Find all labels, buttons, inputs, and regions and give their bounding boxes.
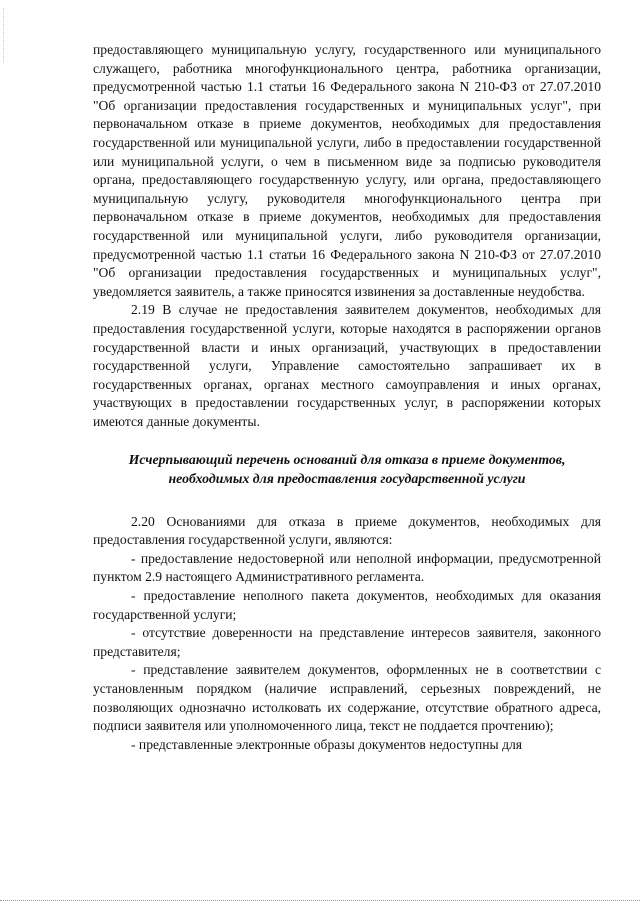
section-heading: Исчерпывающий перечень оснований для отказа в приеме документов, необходимых для предоставления государственной услуги xyxy=(128,452,566,487)
scan-edge-mark xyxy=(3,8,4,63)
list-item: - представление заявителем документов, оформленных не в соответствии с установленным порядком (наличие исправлений, серьезных повреждений, не позволяющих однозначно истолковать их содержание, отсутствие обратного адреса, подписи заявителя или уполномоченного лица, текст не поддается прочтению); xyxy=(93,662,601,734)
document-body xyxy=(93,41,601,754)
list-item: - предоставление неполного пакета документов, необходимых для оказания государственной услуги; xyxy=(93,588,601,622)
scan-bottom-line xyxy=(0,900,640,901)
list-item: - отсутствие доверенности на представление интересов заявителя, законного представителя; xyxy=(93,625,601,659)
paragraph-continuation: предоставляющего муниципальную услугу, государственного или муниципального служащего, работника многофункционального центра, работника организации, предусмотренной частью 1.1 статьи 16 Федерального закона N 210-ФЗ от 27.07.2010 "Об организации предоставления государственных и муниципальных услуг", при первоначальном отказе в приеме документов, необходимых для предоставления государственной или муниципальной услуги, либо в предоставлении государственной или муниципальной услуги, о чем в письменном виде за подписью руководителя органа, предоставляющего государственную услугу, или органа, предоставляющего муниципальную услугу, руководителя многофункционального центра при первоначальном отказе в приеме документов, необходимых для предоставления государственной или муниципальной услуги, либо руководителя организации, предусмотренной частью 1.1 статьи 16 Федерального закона N 210-ФЗ от 27.07.2010 "Об организации предоставления государственных и муниципальных услуг", уведомляется заявитель, а также приносятся извинения за доставленные неудобства. xyxy=(93,42,601,299)
list-item: - предоставление недостоверной или неполной информации, предусмотренной пунктом 2.9 настоящего Административного регламента. xyxy=(93,550,601,585)
paragraph-2-20: 2.20 Основаниями для отказа в приеме документов, необходимых для предоставления государственной услуги, являются: xyxy=(93,513,601,548)
list-item: - представленные электронные образы документов недоступны для xyxy=(131,736,523,752)
paragraph-2-19: 2.19 В случае не предоставления заявителем документов, необходимых для предоставления государственной услуги, которые находятся в распоряжении органов государственной власти и иных организаций, участвующих в предоставлении государственной услуги, Управление самостоятельно запрашивает их в государственных органах, органах местного самоуправления и иных органах, участвующих в предоставлении государственных услуг, в распоряжении которых имеются данные документы. xyxy=(93,302,601,429)
